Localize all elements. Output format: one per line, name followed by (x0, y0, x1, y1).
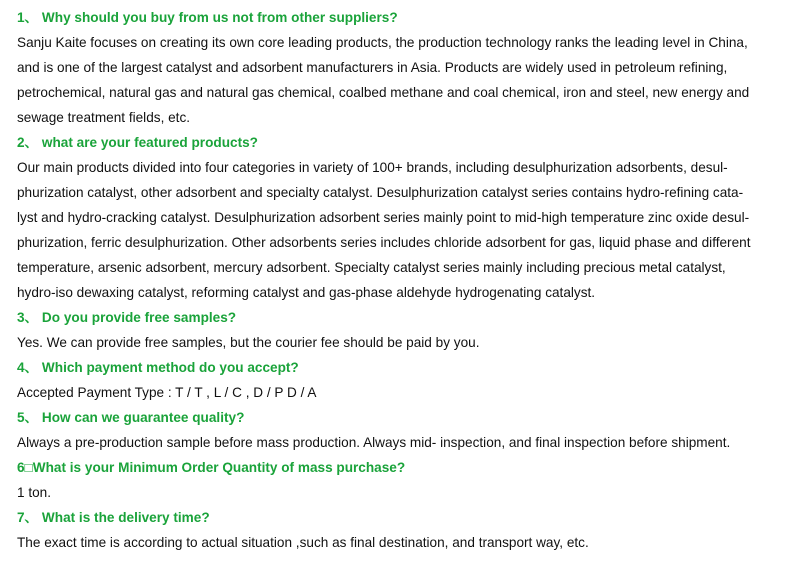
faq-item (17, 130, 774, 305)
faq-answer-line: sewage treatment fields, etc. (17, 110, 191, 125)
faq-answer-line: Always a pre-production sample before mass production. Always mid- inspection, and final inspection before shipment. (17, 435, 731, 450)
faq-item (17, 455, 774, 505)
faq-answer-line: and is one of the largest catalyst and adsorbent manufacturers in Asia. Products are widely used in petroleum refining, (17, 60, 728, 75)
faq-answer-line: Yes. We can provide free samples, but the courier fee should be paid by you. (17, 335, 480, 350)
faq-question: 4、 Which payment method do you accept? (17, 360, 299, 375)
faq-question: 3、 Do you provide free samples? (17, 310, 237, 325)
faq-answer-line: hydro-iso dewaxing catalyst, reforming catalyst and gas-phase aldehyde hydrogenating catalyst. (17, 285, 596, 300)
faq-item (17, 505, 774, 555)
faq-answer-line: 1 ton. (17, 485, 52, 500)
faq-answer-line: phurization catalyst, other adsorbent and specialty catalyst. Desulphurization catalyst series contains hydro-refining cata- (17, 185, 744, 200)
faq-answer-line: Our main products divided into four categories in variety of 100+ brands, including desulphurization adsorbents, desul- (17, 160, 728, 175)
faq-item (17, 305, 774, 355)
faq-item (17, 5, 774, 130)
faq-question: 6□What is your Minimum Order Quantity of mass purchase? (17, 460, 406, 475)
faq-answer-line: Accepted Payment Type : T / T , L / C , D / P D / A (17, 385, 317, 400)
faq-question: 2、 what are your featured products? (17, 135, 258, 150)
faq-item (17, 405, 774, 455)
faq-answer-line: The exact time is according to actual situation ,such as final destination, and transport way, etc. (17, 535, 589, 550)
faq-answer-line: phurization, ferric desulphurization. Other adsorbents series includes chloride adsorbent for gas, liquid phase and different (17, 235, 751, 250)
faq-answer-line: lyst and hydro-cracking catalyst. Desulphurization adsorbent series mainly point to mid-high temperature zinc oxide desul- (17, 210, 750, 225)
faq-question: 5、 How can we guarantee quality? (17, 410, 245, 425)
faq-item (17, 355, 774, 405)
faq-question: 1、 Why should you buy from us not from other suppliers? (17, 10, 398, 25)
faq-question: 7、 What is the delivery time? (17, 510, 210, 525)
faq-answer-line: Sanju Kaite focuses on creating its own core leading products, the production technology ranks the leading level in China, (17, 35, 748, 50)
faq-answer-line: temperature, arsenic adsorbent, mercury adsorbent. Specialty catalyst series mainly including precious metal catalyst, (17, 260, 726, 275)
faq-answer-line: petrochemical, natural gas and natural gas chemical, coalbed methane and coal chemical, iron and steel, new energy and (17, 85, 750, 100)
